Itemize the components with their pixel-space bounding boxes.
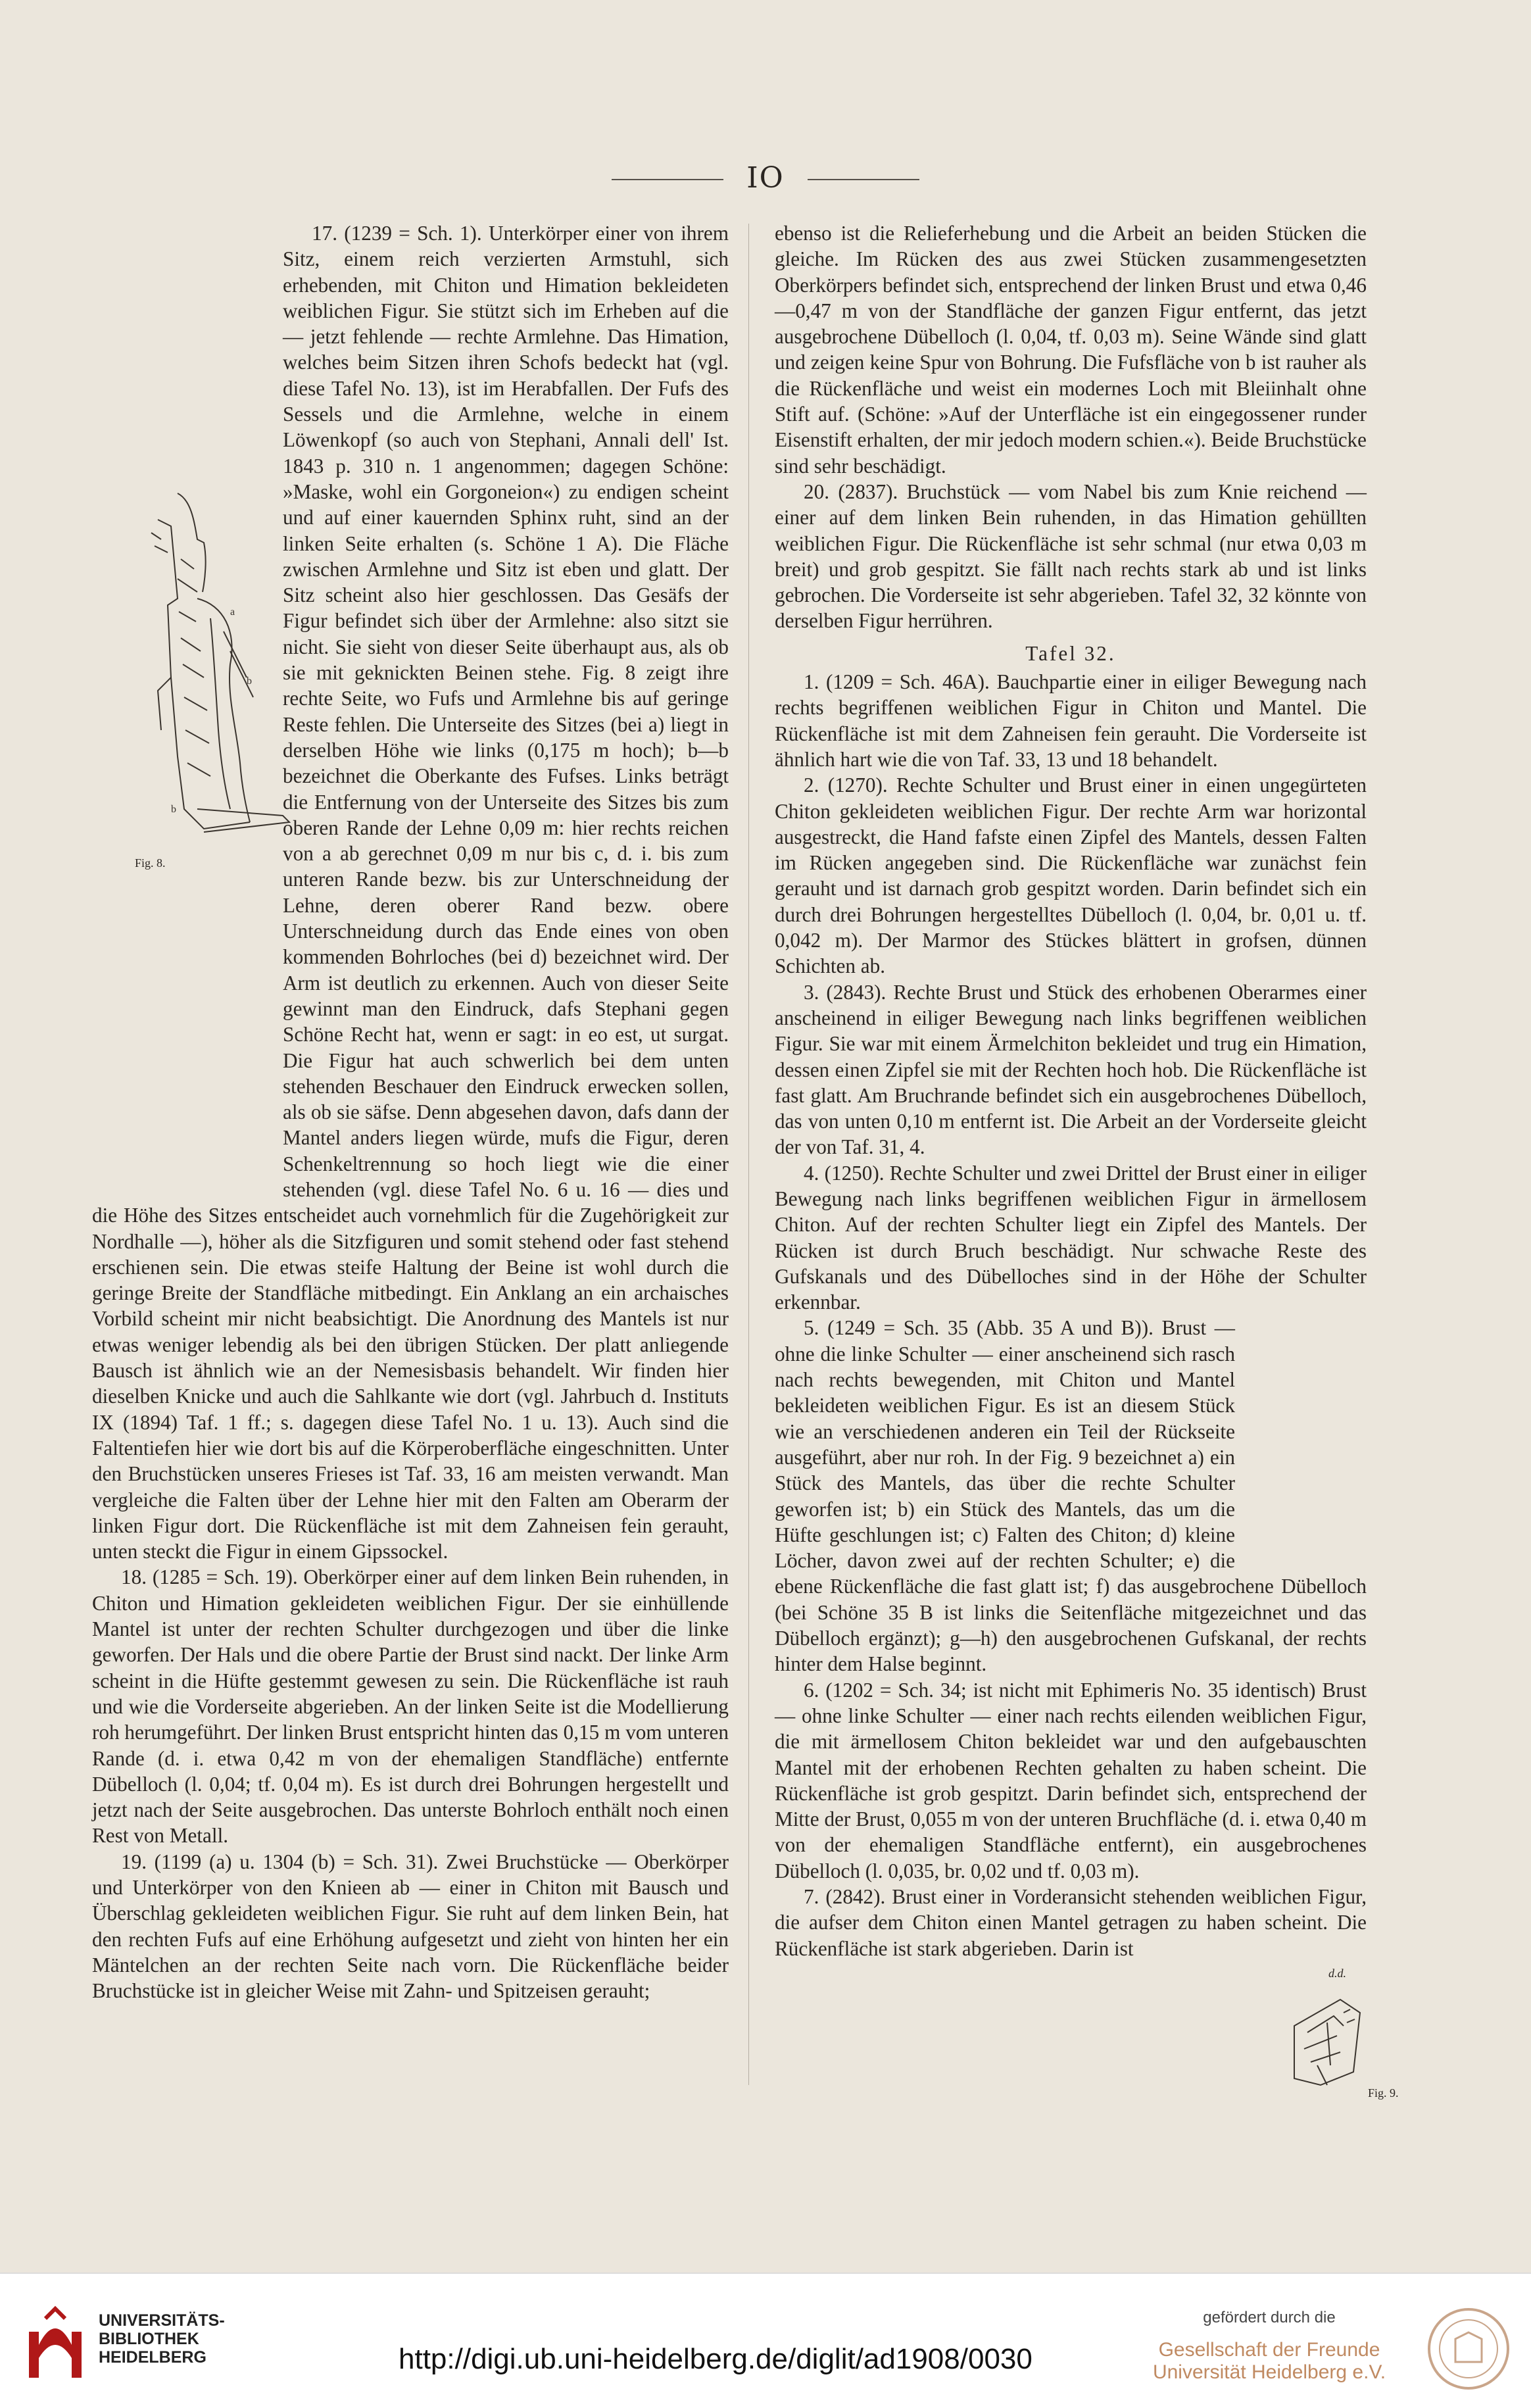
university-seal-icon — [1426, 2306, 1511, 2392]
sponsor-credit: gefördert durch die Gesellschaft der Freunde Universität Heidelberg e.V. — [1152, 2309, 1386, 2383]
university-library-logo-icon — [22, 2305, 88, 2384]
figure-9-label: d.d. — [1328, 1967, 1346, 1980]
figure-9-drawing — [1281, 1986, 1373, 2098]
paragraph-t32-1: 1. (1209 = Sch. 46A). Bauchpartie einer in eiliger Bewegung nach rechts begriffenen weiblichen Figur in Chiton und Mantel. Die Rückenfläche ist mit dem Zahneisen fein gerauht. Die Vorderseite ist ähnlich hart wie die von Taf. 33, 13 und 18 behandelt. — [775, 670, 1367, 771]
paragraph-18: 18. (1285 = Sch. 19). Oberkörper einer auf dem linken Bein ruhenden, in Chiton und Himation gekleideten weiblichen Figur. Der sie einhüllende Mantel ist unter der rechten Schulter durchgezogen und über die linke geworfen. Der Hals und die obere Partie der Brust sind nackt. Der linke Arm scheint in die Hüfte gestemmt gewesen zu sein. Die Rückenfläche ist rauh und wie die Vorderseite abgerieben. An der linken Seite ist die Modellierung roh herumgeführt. Der linken Brust entspricht hinten das 0,15 m vom unteren Rande (d. i. etwa 0,42 m von der ehemaligen Standfläche) entfernte Dübelloch (l. 0,04; tf. 0,04 m). Es ist durch drei Bohrungen hergestellt und jetzt nach der Seite ausgebrochen. Das unterste Bohrloch enthält noch einen Rest von Metall. — [92, 1565, 729, 1848]
svg-text:b: b — [247, 676, 252, 687]
paragraph-t32-4: 4. (1250). Rechte Schulter und zwei Drittel der Brust einer in eiliger Bewegung nach links begriffenen weiblichen Figur in ärmellosem Chiton. Auf der rechten Schulter liegt ein Zipfel des Mantels. Der Rücken ist durch Bruch beschädigt. Nur schwache Reste des Gufskanals und des Dübelloches sind in der Höhe der Schulter erkennbar. — [775, 1161, 1367, 1314]
paragraph-19-continued: ebenso ist die Relieferhebung und die Arbeit an beiden Stücken die gleiche. Im Rücken des aus zwei Stücken zusammengesetzten Oberkörpers befindet sich, entsprechend der linken Brust und etwa 0,46—0,47 m von der Standfläche der ganzen Figur entfernt, das jetzt ausgebrochene Dübelloch (l. 0,04, tf. 0,03 m). Seine Wände sind glatt und zeigen keine Spur von Bohrung. Die Fufsfläche von b ist rauher als die Rückenfläche und weist ein modernes Loch mit Bleiinhalt ohne Stift auf. (Schöne: »Auf der Unterfläche ist ein eingegossener runder Eisenstift erhalten, der mir jedoch modern schien.«). Beide Bruchstücke sind sehr beschädigt. — [775, 222, 1367, 478]
figure-9-caption: Fig. 9. — [1368, 2086, 1399, 2100]
page-number: IO — [746, 161, 785, 195]
svg-text:b: b — [171, 804, 176, 815]
figure-9-space — [1242, 1324, 1367, 1554]
figure-8-caption: Fig. 8. — [135, 856, 166, 870]
paragraph-t32-5: 5. (1249 = Sch. 35 (Abb. 35 A und B)). Brust — ohne die linke Schulter — einer anscheinend sich rasch nach rechts bewegenden, mit Chiton und Mantel bekleideten weiblichen Figur. Es ist an diesem Stück wie an verschiedenen anderen ein Teil der Rückseite ausgeführt, aber nur roh. In der Fig. 9 bezeichnet a) ein Stück des Mantels, das über die rechte Schulter geworfen ist; b) ein Stück des Mantels, das um die Hüfte geschlungen ist; c) Falten des Chiton; d) kleine Löcher, davon zwei auf der rechten Schulter; e) die ebene Rückenfläche die fast glatt ist; f) das ausgebrochene Dübelloch (bei Schöne 35 B ist links die Seitenfläche mitgezeichnet und das Dübelloch ergänzt); g—h) den ausgebrochenen Gufskanal, der rechts hinter dem Halse beginnt. — [775, 1316, 1367, 1676]
paragraph-20: 20. (2837). Bruchstück — vom Nabel bis zum Knie reichend — einer auf dem linken Bein ruhenden, in das Himation gehüllten weiblichen Figur. Die Rückenfläche ist sehr schmal (nur etwa 0,03 m breit) und grob gespitzt. Sie fällt nach rechts stark ab und ist links gebrochen. Die Vorderseite ist sehr abgerieben. Tafel 32, 32 könnte von derselben Figur herrühren. — [775, 479, 1367, 633]
section-heading-tafel-32: Tafel 32. — [1025, 641, 1116, 665]
paragraph-t32-3: 3. (2843). Rechte Brust und Stück des erhobenen Oberarmes einer anscheinend in eiliger Bewegung nach links begriffenen weiblichen Figur. Sie war mit einem Ärmelchiton bekleidet und trug ein Himation, dessen einen Zipfel sie mit der Rechten hoch hob. Die Rückenfläche ist fast glatt. Am Bruchrande befindet sich ein ausgebrochenes Dübelloch, das von unten 0,10 m entfernt ist. Die Arbeit an der Vorderseite gleicht der von Taf. 31, 4. — [775, 980, 1367, 1159]
header-rule-right — [808, 179, 919, 180]
svg-text:a: a — [230, 606, 235, 618]
right-column — [775, 220, 1367, 1961]
paragraph-17: 17. (1239 = Sch. 1). Unterkörper einer von ihrem Sitz, einem reich verzierten Armstuhl, sich erhebenden, mit Chiton und Himation bekleideten weiblichen Figur. Sie stützt sich im Erheben auf die — jetzt fehlende — rechte Armlehne. Das Himation, welches beim Sitzen ihren Schofs bedeckt hat (vgl. diese Tafel No. 13), ist im Herabfallen. Der Fufs des Sessels und die Armlehne, welche in einem Löwenkopf (so auch von Stephani, Annali dell' Ist. 1843 p. 310 n. 1 angenommen; dagegen Schöne: »Maske, wohl ein Gorgoneion«) zu endigen scheint und auf einer kauernden Sphinx ruht, sind an der linken Seite erhalten (s. Schöne 1 A). Die Fläche zwischen Armlehne und Sitz ist eben und glatt. Der Sitz scheint also hier geschlossen. Das Gesäfs der Figur befindet sich über der Armlehne: also sitzt sie nicht. Sie sieht von dieser Seite überhaupt aus, als ob sie mit geknickten Beinen stehe. Fig. 8 zeigt ihre rechte Seite, wo Fufs und Armlehne bis auf geringe Reste fehlen. Die Unterseite des Sitzes (bei a) liegt in derselben Höhe wie links (0,175 m hoch); b—b bezeichnet die Oberkante des Fufses. Links beträgt die Entfernung von der Unterseite des Sitzes bis zum oberen Rande der Lehne 0,09 m: hier rechts reichen von a ab gerechnet 0,09 m nur bis c, d. i. bis zum unteren Rande bezw. bis zur Unterschneidung der Lehne, deren oberer Rand bezw. obere Unterschneidung durch das Ende eines von oben kommenden Bohrloches (bei d) bezeichnet wird. Der Arm ist deutlich zu erkennen. Auch von dieser Seite gewinnt man den Eindruck, dafs Stephani gegen Schöne Recht hat, wenn er sagt: in eo est, ut surgat. Die Figur hat auch schwerlich bei dem unten stehenden Beschauer den Eindruck erwecken sollen, als ob sie säfse. Denn abgesehen davon, dafs dann der Mantel anders liegen würde, mufs die Figur, deren Schenkeltrennung so hoch liegt wie die einer stehenden (vgl. diese Tafel No. 6 u. 16 — dies und die Höhe des Sitzes entscheidet auch vornehmlich für die Zugehörigkeit zur Nordhalle —), höher als die Sitzfiguren und somit stehend oder fast stehend erschienen sein. Die etwas steife Haltung der Beine ist wohl durch die geringe Breite der Standfläche mitbedingt. Ein Anklang an ein archaisches Vorbild scheint mir nicht beabsichtigt. Die Anordnung des Mantels ist nur etwas weniger lebendig als bei den übrigen Stücken. Der platt anliegende Bausch ist ähnlich wie an der Nemesisbasis behandelt. Wir finden hier dieselben Knicke und auch die Sahlkante wie dort (vgl. Jahrbuch d. Instituts IX (1894) Taf. 1 ff.; s. dagegen diese Tafel No. 1 u. 13). Auch sind die Faltentiefen hier wie dort bis auf die Körperoberfläche eingeschnitten. Unter den Bruchstücken unseres Frieses ist Taf. 33, 16 am meisten verwandt. Man vergleiche die Falten über der Lehne hier mit den Falten am Oberarm der linken Figur dort. Die Rückenfläche ist mit dem Zahneisen fein gerauht, unten steckt die Figur in einem Gipssockel. — [92, 220, 729, 1564]
paragraph-19: 19. (1199 (a) u. 1304 (b) = Sch. 31). Zwei Bruchstücke — Oberkörper und Unterkörper von den Knieen ab — einer in Chiton mit Bausch und Überschlag gekleideten weiblichen Figur. Sie ruht auf dem linken Bein, hat den rechten Fufs auf eine Erhöhung aufgesetzt und zieht von hinten her ein Mäntelchen an der rechten Seite nach vorn. Die Rückenfläche beider Bruchstücke ist in gleicher Weise mit Zahn- und Spitzeisen gerauht; — [92, 1850, 729, 2003]
figure-8-drawing — [132, 480, 309, 848]
paragraph-t32-6: 6. (1202 = Sch. 34; ist nicht mit Ephimeris No. 35 identisch) Brust — ohne linke Schulter — einer nach rechts eilenden weiblichen Figur, die mit ärmellosem Chiton bekleidet war und den aufgebauschten Mantel mit der erhobenen Rechten gehalten zu haben scheint. Die Rückenfläche ist grob gespitzt. Darin befindet sich, entsprechend der Mitte der Brust, 0,055 m von der unteren Bruchfläche (d. i. etwa 0,40 m von der ehemaligen Standfläche entfernt), ein ausgebrochenes Dübelloch (l. 0,035, br. 0,02 und tf. 0,03 m). — [775, 1678, 1367, 1882]
paragraph-t32-2: 2. (1270). Rechte Schulter und Brust einer in einen ungegürteten Chiton gekleideten weiblichen Figur. Der rechte Arm war horizontal ausgestreckt, die Hand fafste einen Zipfel des Mantels, dessen Falten im Rücken angegeben sind. Die Rückenfläche war zunächst fein gerauht und ist darnach grob gespitzt worden. Darin befindet sich ein durch drei Bohrungen hergestelltes Dübelloch (l. 0,04, br. 0,01 u. tf. 0,042 m). Der Marmor des Stückes blättert in grofsen, dünnen Schichten ab. — [775, 774, 1367, 978]
paragraph-t32-7: 7. (2842). Brust einer in Vorderansicht stehenden weiblichen Figur, die aufser dem Chiton einen Mantel getragen zu haben scheint. Die Rückenfläche ist stark abgerieben. Darin ist — [775, 1885, 1367, 1960]
column-divider — [748, 224, 749, 2085]
permalink-url[interactable]: http://digi.ub.uni-heidelberg.de/diglit/ad1908/0030 — [399, 2343, 1033, 2375]
institution-name: UNIVERSITÄTS- BIBLIOTHEK HEIDELBERG — [99, 2311, 225, 2367]
